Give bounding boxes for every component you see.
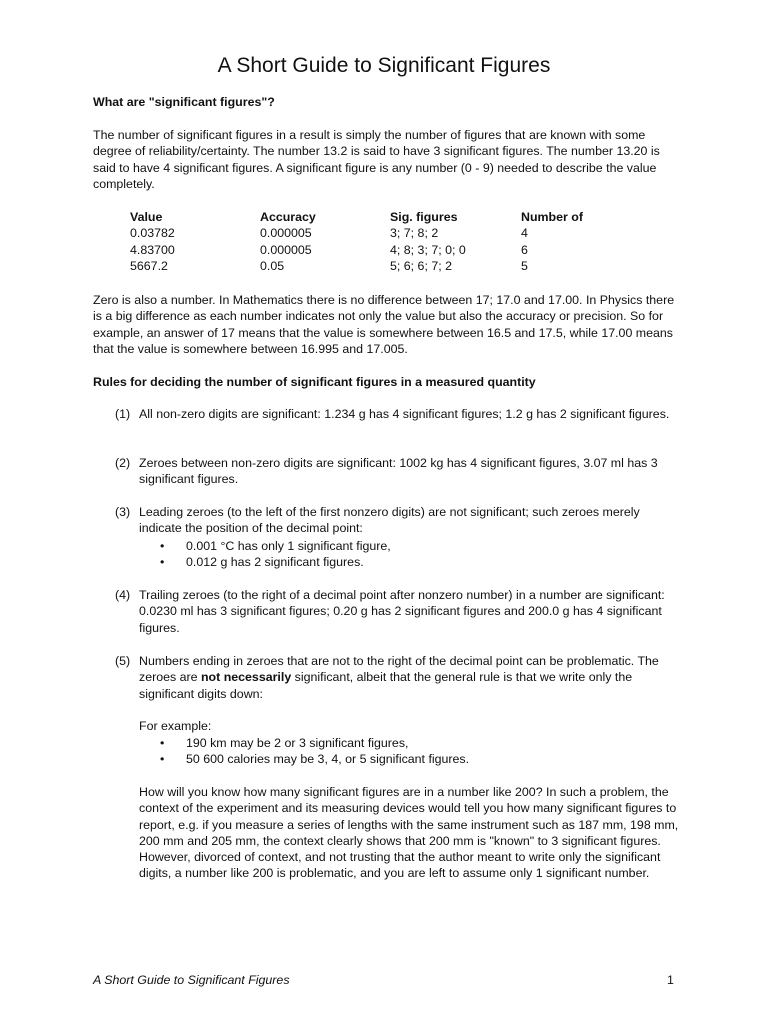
table-cell: 0.000005 bbox=[260, 226, 312, 241]
table-header: Sig. figures bbox=[390, 210, 458, 224]
rule-number: (4) bbox=[115, 588, 131, 602]
bullet-icon: • bbox=[160, 752, 165, 766]
rule-item bbox=[115, 406, 680, 422]
table-cell: 5667.2 bbox=[130, 258, 168, 273]
rule-number: (5) bbox=[115, 654, 131, 668]
rule-text: Zeroes between non-zero digits are significant: 1002 kg has 4 significant figures, 3.07 ml has 3 significant figures. bbox=[139, 456, 658, 487]
rule-item bbox=[115, 653, 680, 702]
table-cell: 5; 6; 6; 7; 2 bbox=[390, 258, 452, 273]
footer-title: A Short Guide to Significant Figures bbox=[93, 973, 290, 987]
closing-paragraph-row bbox=[115, 784, 680, 882]
section-heading-rules: Rules for deciding the number of significant figures in a measured quantity bbox=[93, 375, 536, 389]
table-cell: 0.03782 bbox=[130, 226, 175, 241]
rule-item bbox=[115, 587, 680, 636]
rule-number: (1) bbox=[115, 407, 131, 421]
rule-number: (2) bbox=[115, 456, 131, 470]
rule-text: Trailing zeroes (to the right of a decimal point after nonzero number) in a number are significant: 0.0230 ml has 3 significant figures; 0.20 g has 2 significant figures and 200.0 g has 4 significant figures. bbox=[139, 588, 665, 635]
table-cell: 0.000005 bbox=[260, 242, 312, 257]
bullet-item bbox=[160, 735, 408, 751]
table-header: Value bbox=[130, 210, 163, 224]
bullet-text: 0.001 °C has only 1 significant figure, bbox=[186, 539, 391, 553]
table-cell: 4.83700 bbox=[130, 242, 175, 257]
rule-text: Leading zeroes (to the left of the first nonzero digits) are not significant; such zeroes merely indicate the position of the decimal point: bbox=[139, 505, 640, 536]
rule-text bbox=[139, 653, 680, 702]
emphasis-text: not necessarily bbox=[200, 670, 292, 685]
table-cell: 0.05 bbox=[260, 258, 285, 273]
table-cell: 6 bbox=[521, 242, 528, 257]
section-heading-what-are: What are "significant figures"? bbox=[93, 95, 275, 109]
table-header: Accuracy bbox=[260, 210, 316, 224]
page-title: A Short Guide to Significant Figures bbox=[217, 54, 551, 77]
rule-text-part: Numbers ending in zeroes that are not to the right of the decimal point can be problematic. The zeroes are bbox=[139, 654, 659, 685]
example-label-row bbox=[115, 718, 680, 734]
bullet-text: 0.012 g has 2 significant figures. bbox=[186, 555, 364, 569]
significant-figures-table bbox=[130, 209, 611, 274]
table-header: Number of bbox=[521, 210, 583, 224]
table-row bbox=[130, 258, 611, 274]
bullet-text: 50 600 calories may be 3, 4, or 5 significant figures. bbox=[186, 752, 470, 766]
table-row bbox=[130, 242, 611, 258]
bullet-item bbox=[160, 538, 391, 554]
example-label: For example: bbox=[139, 719, 212, 733]
bullet-icon: • bbox=[160, 555, 165, 569]
bullet-icon: • bbox=[160, 736, 165, 750]
table-row bbox=[130, 225, 611, 241]
rule-text: All non-zero digits are significant: 1.234 g has 4 significant figures; 1.2 g has 2 significant figures. bbox=[139, 407, 670, 421]
bullet-icon: • bbox=[160, 539, 165, 553]
intro-paragraph: The number of significant figures in a result is simply the number of figures that are known with some degree of reliability/certainty. The number 13.2 is said to have 3 significant figures. The number 13.20 is said to have 4 significant figures. A significant figure is any number (0 - 9) needed to describe the value completely. bbox=[93, 128, 660, 191]
table-cell: 4 bbox=[521, 226, 528, 241]
zero-paragraph: Zero is also a number. In Mathematics there is no difference between 17; 17.0 and 17.00. In Physics there is a big difference as each number indicates not only the value but also the accuracy or precision. So for example, an answer of 17 means that the value is somewhere between 16.5 and 17.5, while 17.00 means that the value is somewhere between 16.995 and 17.005. bbox=[93, 293, 675, 356]
table-cell: 3; 7; 8; 2 bbox=[390, 226, 439, 241]
rule-number: (3) bbox=[115, 505, 131, 519]
table-cell: 4; 8; 3; 7; 0; 0 bbox=[390, 242, 466, 257]
bullet-item bbox=[160, 554, 364, 570]
table-header-row bbox=[130, 209, 611, 225]
closing-paragraph: How will you know how many significant figures are in a number like 200? In such a problem, the context of the experiment and its measuring devices would tell you how many significant figures to report, e.g. if you measure a series of lengths with the same instrument such as 187 mm, 198 mm, 200 mm and 205 mm, the context clearly shows that 200 mm is "known" to 3 significant figures. However, divorced of context, and not trusting that the author meant to write only the significant digits, a number like 200 is problematic, and you are left to assume only 1 significant number. bbox=[139, 785, 679, 881]
rule-item bbox=[115, 504, 680, 537]
page-number: 1 bbox=[667, 973, 674, 987]
bullet-text: 190 km may be 2 or 3 significant figures, bbox=[186, 736, 409, 750]
bullet-item bbox=[160, 751, 469, 767]
table-cell: 5 bbox=[521, 258, 528, 273]
rule-text-part: significant, albeit that the general rule is that we write only the significant digits down: bbox=[139, 670, 633, 701]
rule-item bbox=[115, 455, 680, 488]
